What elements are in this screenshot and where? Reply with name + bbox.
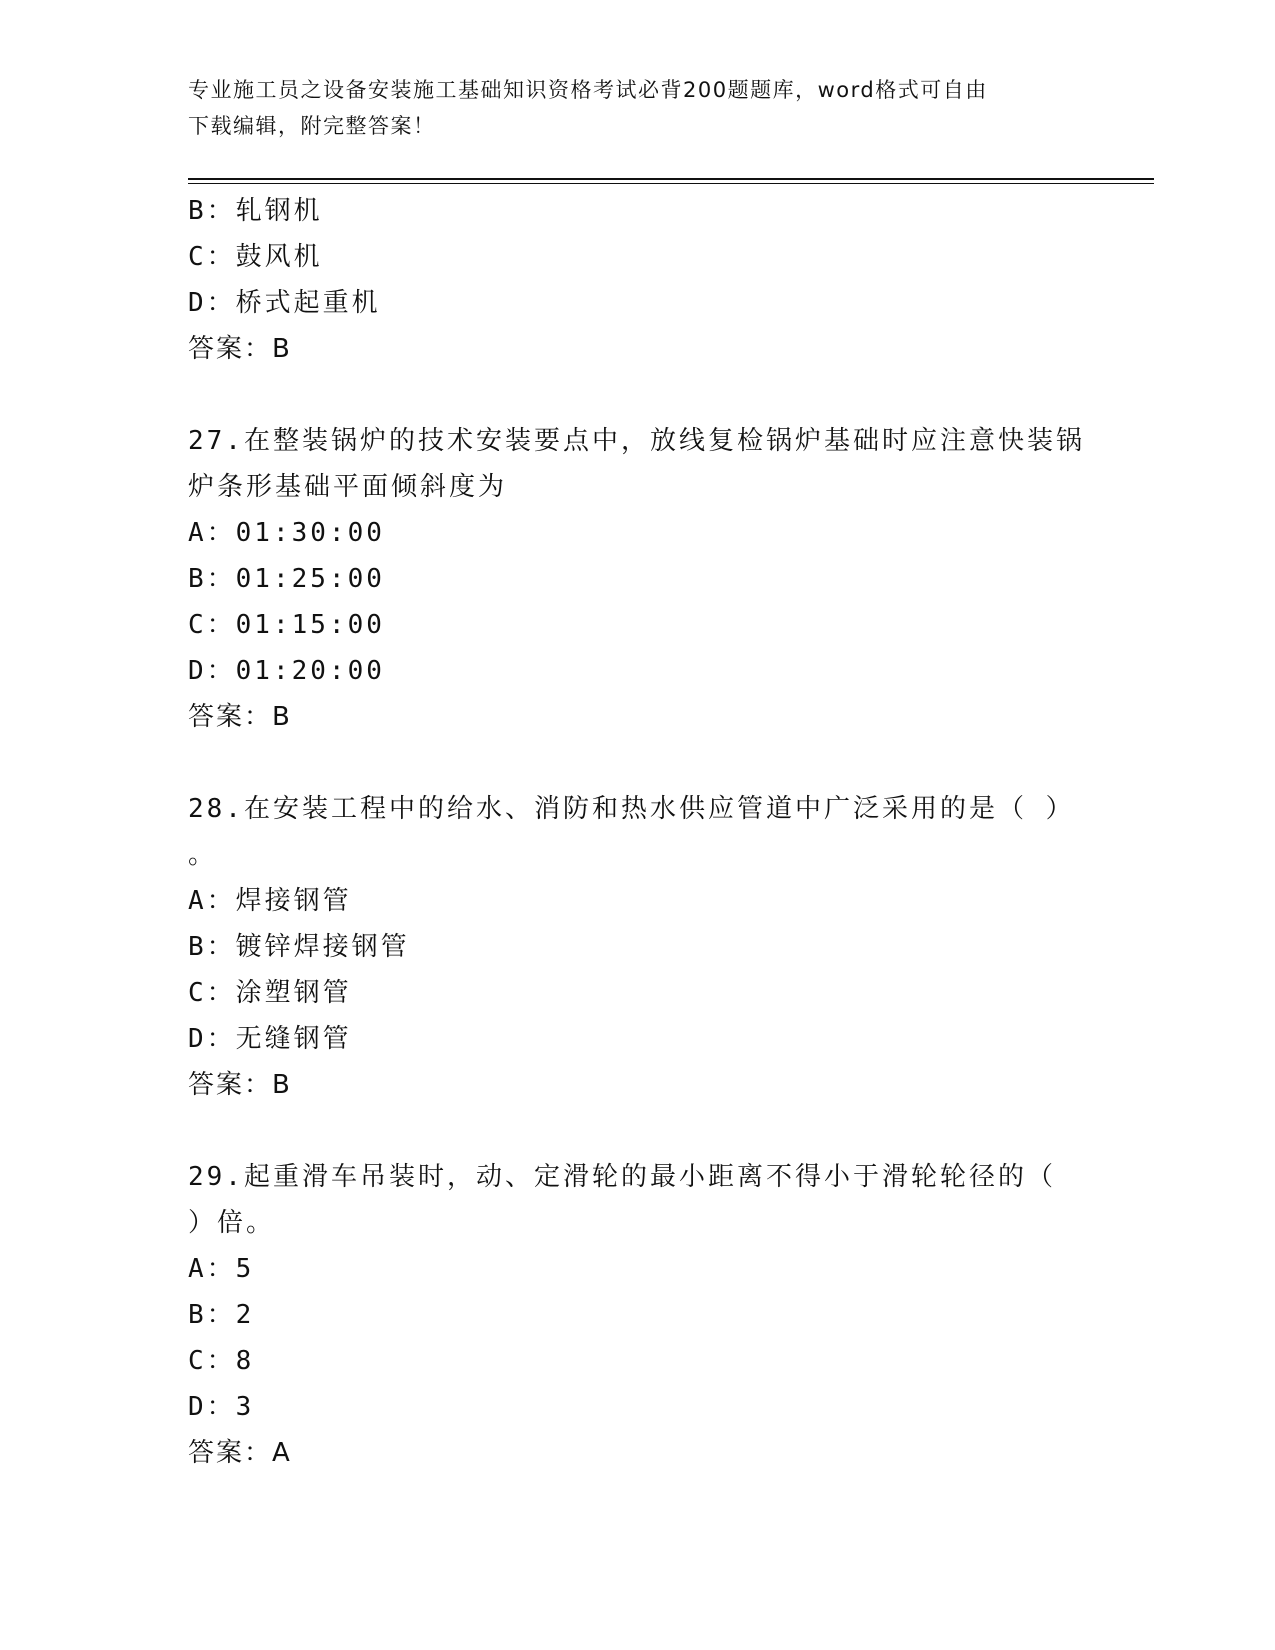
option-b: B：2 bbox=[188, 1300, 255, 1330]
header-divider-thick bbox=[188, 178, 1154, 180]
question-28-block bbox=[188, 786, 1088, 1108]
question-text-line-1: 29.起重滑车吊装时，动、定滑轮的最小距离不得小于滑轮轮径的（ bbox=[188, 1162, 1056, 1192]
option-a: A：焊接钢管 bbox=[188, 886, 352, 916]
answer-line: 答案：A bbox=[188, 1438, 292, 1468]
option-a: A：5 bbox=[188, 1254, 255, 1284]
option-c: C：鼓风机 bbox=[188, 242, 323, 272]
spacer bbox=[188, 1108, 1088, 1154]
header-line-2: 下载编辑，附完整答案！ bbox=[188, 114, 436, 138]
answer-line: 答案：B bbox=[188, 334, 292, 364]
question-content bbox=[188, 188, 1088, 1476]
answer-line: 答案：B bbox=[188, 1070, 292, 1100]
question-text-line-2: ）倍。 bbox=[188, 1208, 276, 1238]
question-26-block bbox=[188, 188, 1088, 372]
question-text-line-1: 28.在安装工程中的给水、消防和热水供应管道中广泛采用的是（ ） bbox=[188, 794, 1075, 824]
header-divider-thin bbox=[188, 183, 1154, 184]
document-header bbox=[188, 72, 1088, 144]
option-b: B：轧钢机 bbox=[188, 196, 323, 226]
spacer bbox=[188, 372, 1088, 418]
option-d: D：桥式起重机 bbox=[188, 288, 381, 318]
spacer bbox=[188, 740, 1088, 786]
answer-line: 答案：B bbox=[188, 702, 292, 732]
question-27-block bbox=[188, 418, 1088, 740]
header-line-1: 专业施工员之设备安装施工基础知识资格考试必背200题题库，word格式可自由 bbox=[188, 78, 988, 102]
option-c: C：8 bbox=[188, 1346, 255, 1376]
option-a: A：01:30:00 bbox=[188, 518, 385, 548]
option-d: D：无缝钢管 bbox=[188, 1024, 352, 1054]
option-c: C：01:15:00 bbox=[188, 610, 385, 640]
option-d: D：3 bbox=[188, 1392, 255, 1422]
question-text-line-1: 27.在整装锅炉的技术安装要点中，放线复检锅炉基础时应注意快装锅 bbox=[188, 426, 1085, 456]
option-b: B：01:25:00 bbox=[188, 564, 385, 594]
option-c: C：涂塑钢管 bbox=[188, 978, 352, 1008]
question-29-block bbox=[188, 1154, 1088, 1476]
option-b: B：镀锌焊接钢管 bbox=[188, 932, 410, 962]
question-text-line-2: 。 bbox=[188, 840, 218, 870]
option-d: D：01:20:00 bbox=[188, 656, 385, 686]
question-text-line-2: 炉条形基础平面倾斜度为 bbox=[188, 472, 508, 502]
